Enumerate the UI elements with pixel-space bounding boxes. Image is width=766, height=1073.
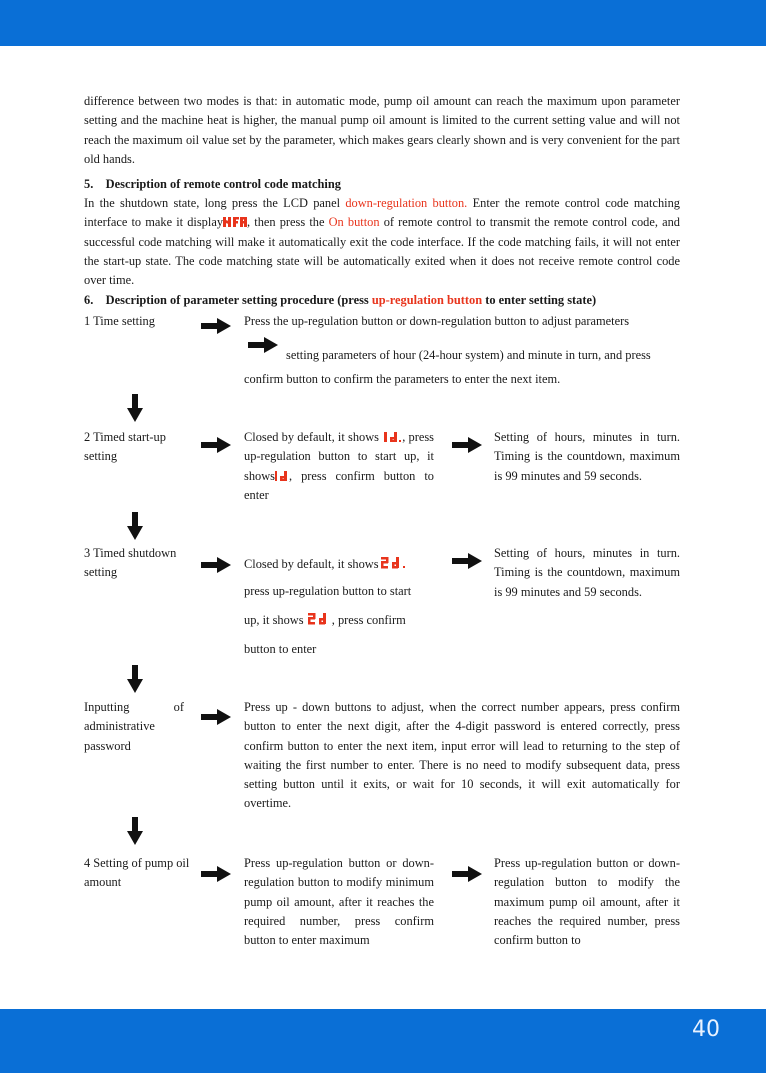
step-3-right-text: Setting of hours, minutes in turn. Timing is the countdown, maximum is 99 minutes and 59 seconds. <box>494 546 680 599</box>
step-3-line-2: press up-regulation button to start <box>244 584 412 598</box>
down-arrow-icon <box>127 665 143 693</box>
s5-text-1: In the shutdown state, long press the LCD panel <box>84 196 346 210</box>
s2-text-c: , press confirm button to enter <box>244 468 434 502</box>
down-arrow-icon <box>127 512 143 540</box>
step-1-text-a: Press the up-regulation button or down-regulation button to adjust parameters <box>244 314 630 328</box>
step-3-label: 3 Timed shutdown setting <box>84 546 177 580</box>
step-2-text <box>244 428 434 505</box>
s5-text-2: Enter the remote control code matching interface to make it display <box>84 196 680 230</box>
step-4-middle-text: Press up-regulation button or down-regulation button to modify minimum pump oil amount, after it reaches the required number, press confirm button to enter maximum <box>244 856 434 948</box>
step-3-line-1 <box>244 555 434 574</box>
section-5-paragraph <box>84 194 680 290</box>
right-arrow-icon <box>201 709 231 725</box>
section-6-heading <box>84 291 680 310</box>
right-arrow-icon <box>452 866 482 882</box>
s5-text-4: of remote control to transmit the remote control code, and successful code matching will make it automatically exit the code interface. If the code matching fails, it will not enter the start-up state. The code matching state will be automatically exited when it does not receive remote control code over time. <box>84 215 680 288</box>
right-arrow-icon <box>248 337 278 353</box>
right-arrow-icon <box>201 318 231 334</box>
lcd-1d-on-icon <box>275 470 289 482</box>
step-1-text-b: setting parameters of hour (24-hour system) and minute in turn, and press <box>286 348 651 362</box>
lcd-nfa-icon <box>223 216 247 228</box>
step-2-label: 2 Timed start-up setting <box>84 430 166 464</box>
s5-text-3: , then press the <box>247 215 329 230</box>
right-arrow-icon <box>201 866 231 882</box>
step-1-label: 1 Time setting <box>84 314 155 328</box>
s5-red-on-button: On button <box>328 215 380 230</box>
step-4-right-text: Press up-regulation button or down-regulation button to modify the maximum pump oil amount, after it reaches the required number, press confirm button to <box>494 856 680 948</box>
step-4-label: 4 Setting of pump oil amount <box>84 856 190 890</box>
down-arrow-icon <box>127 817 143 845</box>
lcd-2d-on-icon <box>307 612 329 626</box>
s3-text-a: Closed by default, it shows <box>244 557 379 571</box>
page-number: 40 <box>692 1017 720 1042</box>
s6-title-red: up-regulation button <box>371 293 483 307</box>
right-arrow-icon <box>452 437 482 453</box>
s5-red-down-regulation: down-regulation button. <box>345 196 468 210</box>
s3-text-c: up, it shows <box>244 613 304 627</box>
password-step-label: Inputting of administrative password <box>84 700 184 753</box>
s3-text-d: , press confirm <box>331 613 406 627</box>
down-arrow-icon <box>127 394 143 422</box>
password-step-text: Press up - down buttons to adjust, when the correct number appears, press confirm button to enter the next digit, after the 4-digit password is entered correctly, press confirm button to enter the next item, input error will lead to returning to the step of waiting the first number to enter. There is no need to modify subsequent data, press setting button until it exits, or wait for 10 seconds, it will exit automatically for overtime. <box>244 700 680 811</box>
step-2-right-text: Setting of hours, minutes in turn. Timing is the countdown, maximum is 99 minutes and 59 seconds. <box>494 430 680 483</box>
right-arrow-icon <box>452 553 482 569</box>
step-3-line-4: button to enter <box>244 642 317 656</box>
bottom-banner <box>0 1009 766 1073</box>
s2-text-a: Closed by default, it shows <box>244 430 379 444</box>
step-3-line-3 <box>244 611 434 630</box>
step-1-text-c: confirm button to confirm the parameters to enter the next item. <box>244 372 561 386</box>
top-banner <box>0 0 766 46</box>
s2-text-b: , press up-regulation button to start up, it shows <box>244 430 434 483</box>
lcd-2d-off-icon <box>379 556 409 570</box>
section-5-heading: 5. Description of remote control code matching <box>84 177 341 191</box>
intro-paragraph: difference between two modes is that: in automatic mode, pump oil amount can reach the maximum upon parameter setting and the machine heat is higher, the manual pump oil amount is limited to the current setting value and will not reach the maximum oil value set by the parameter, which makes gears clearly shown and is very convenient for the part old hands. <box>84 94 680 166</box>
right-arrow-icon <box>201 557 231 573</box>
s6-title-b: to enter setting state) <box>482 293 597 307</box>
right-arrow-icon <box>201 437 231 453</box>
lcd-1d-off-icon <box>382 431 402 443</box>
s6-title-a: 6. Description of parameter setting procedure (press <box>84 293 372 307</box>
